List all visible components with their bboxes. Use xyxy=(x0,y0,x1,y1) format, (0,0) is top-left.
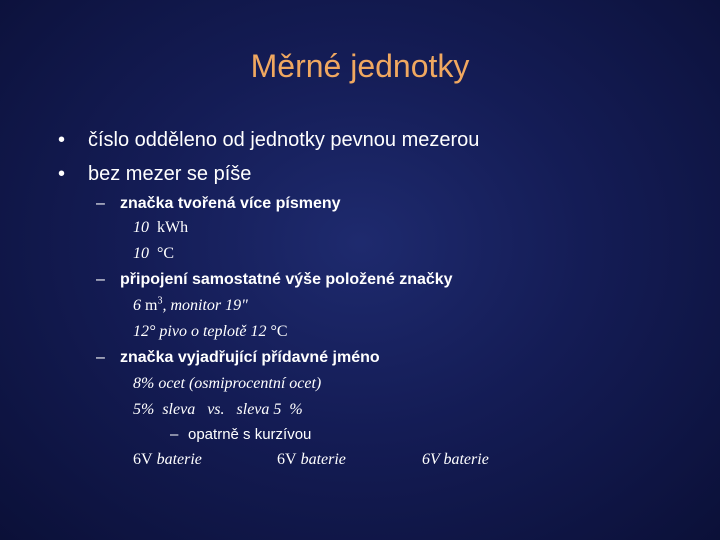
example-line: 6 $m^3$, monitor 19" xyxy=(133,295,248,314)
sub-bullet-text: připojení samostatné výše položené značky xyxy=(120,271,453,288)
sub-bullet-text: značka tvořená více písmeny xyxy=(120,195,341,212)
sub-bullet-1 xyxy=(96,194,341,214)
dash-marker: – xyxy=(96,271,105,288)
sub-bullet-3 xyxy=(96,348,380,368)
sub-sub-bullet-text: opatrně s kurzívou xyxy=(188,426,312,443)
bullet-marker: • xyxy=(58,129,66,151)
sub-sub-bullet xyxy=(170,425,311,445)
bullet-item-2 xyxy=(58,162,251,186)
battery-example-3: 6V baterie xyxy=(422,451,489,468)
sub-bullet-text: značka vyjadřující přídavné jméno xyxy=(120,349,380,366)
dash-marker: – xyxy=(96,349,105,366)
sub-bullet-2 xyxy=(96,270,453,290)
bullet-text: číslo odděleno od jednotky pevnou mezerou xyxy=(88,129,480,151)
example-line: 10 kWh xyxy=(133,219,189,236)
example-line: 12° pivo o teplotě 12 °C xyxy=(133,323,288,340)
example-line: 10 °C xyxy=(133,245,175,262)
bullet-text: bez mezer se píše xyxy=(88,163,252,185)
example-line: 5% sleva vs. sleva 5 % xyxy=(133,401,303,418)
dash-marker: – xyxy=(170,426,179,443)
dash-marker: – xyxy=(96,195,105,212)
battery-example-1: 6V baterie xyxy=(133,451,202,468)
slide-title: Měrné jednotky xyxy=(250,48,470,84)
bullet-marker: • xyxy=(58,163,66,185)
battery-example-2: 6V baterie xyxy=(277,451,346,468)
bullet-item-1 xyxy=(58,128,479,152)
example-line: 8% ocet (osmiprocentní ocet) xyxy=(133,375,322,392)
